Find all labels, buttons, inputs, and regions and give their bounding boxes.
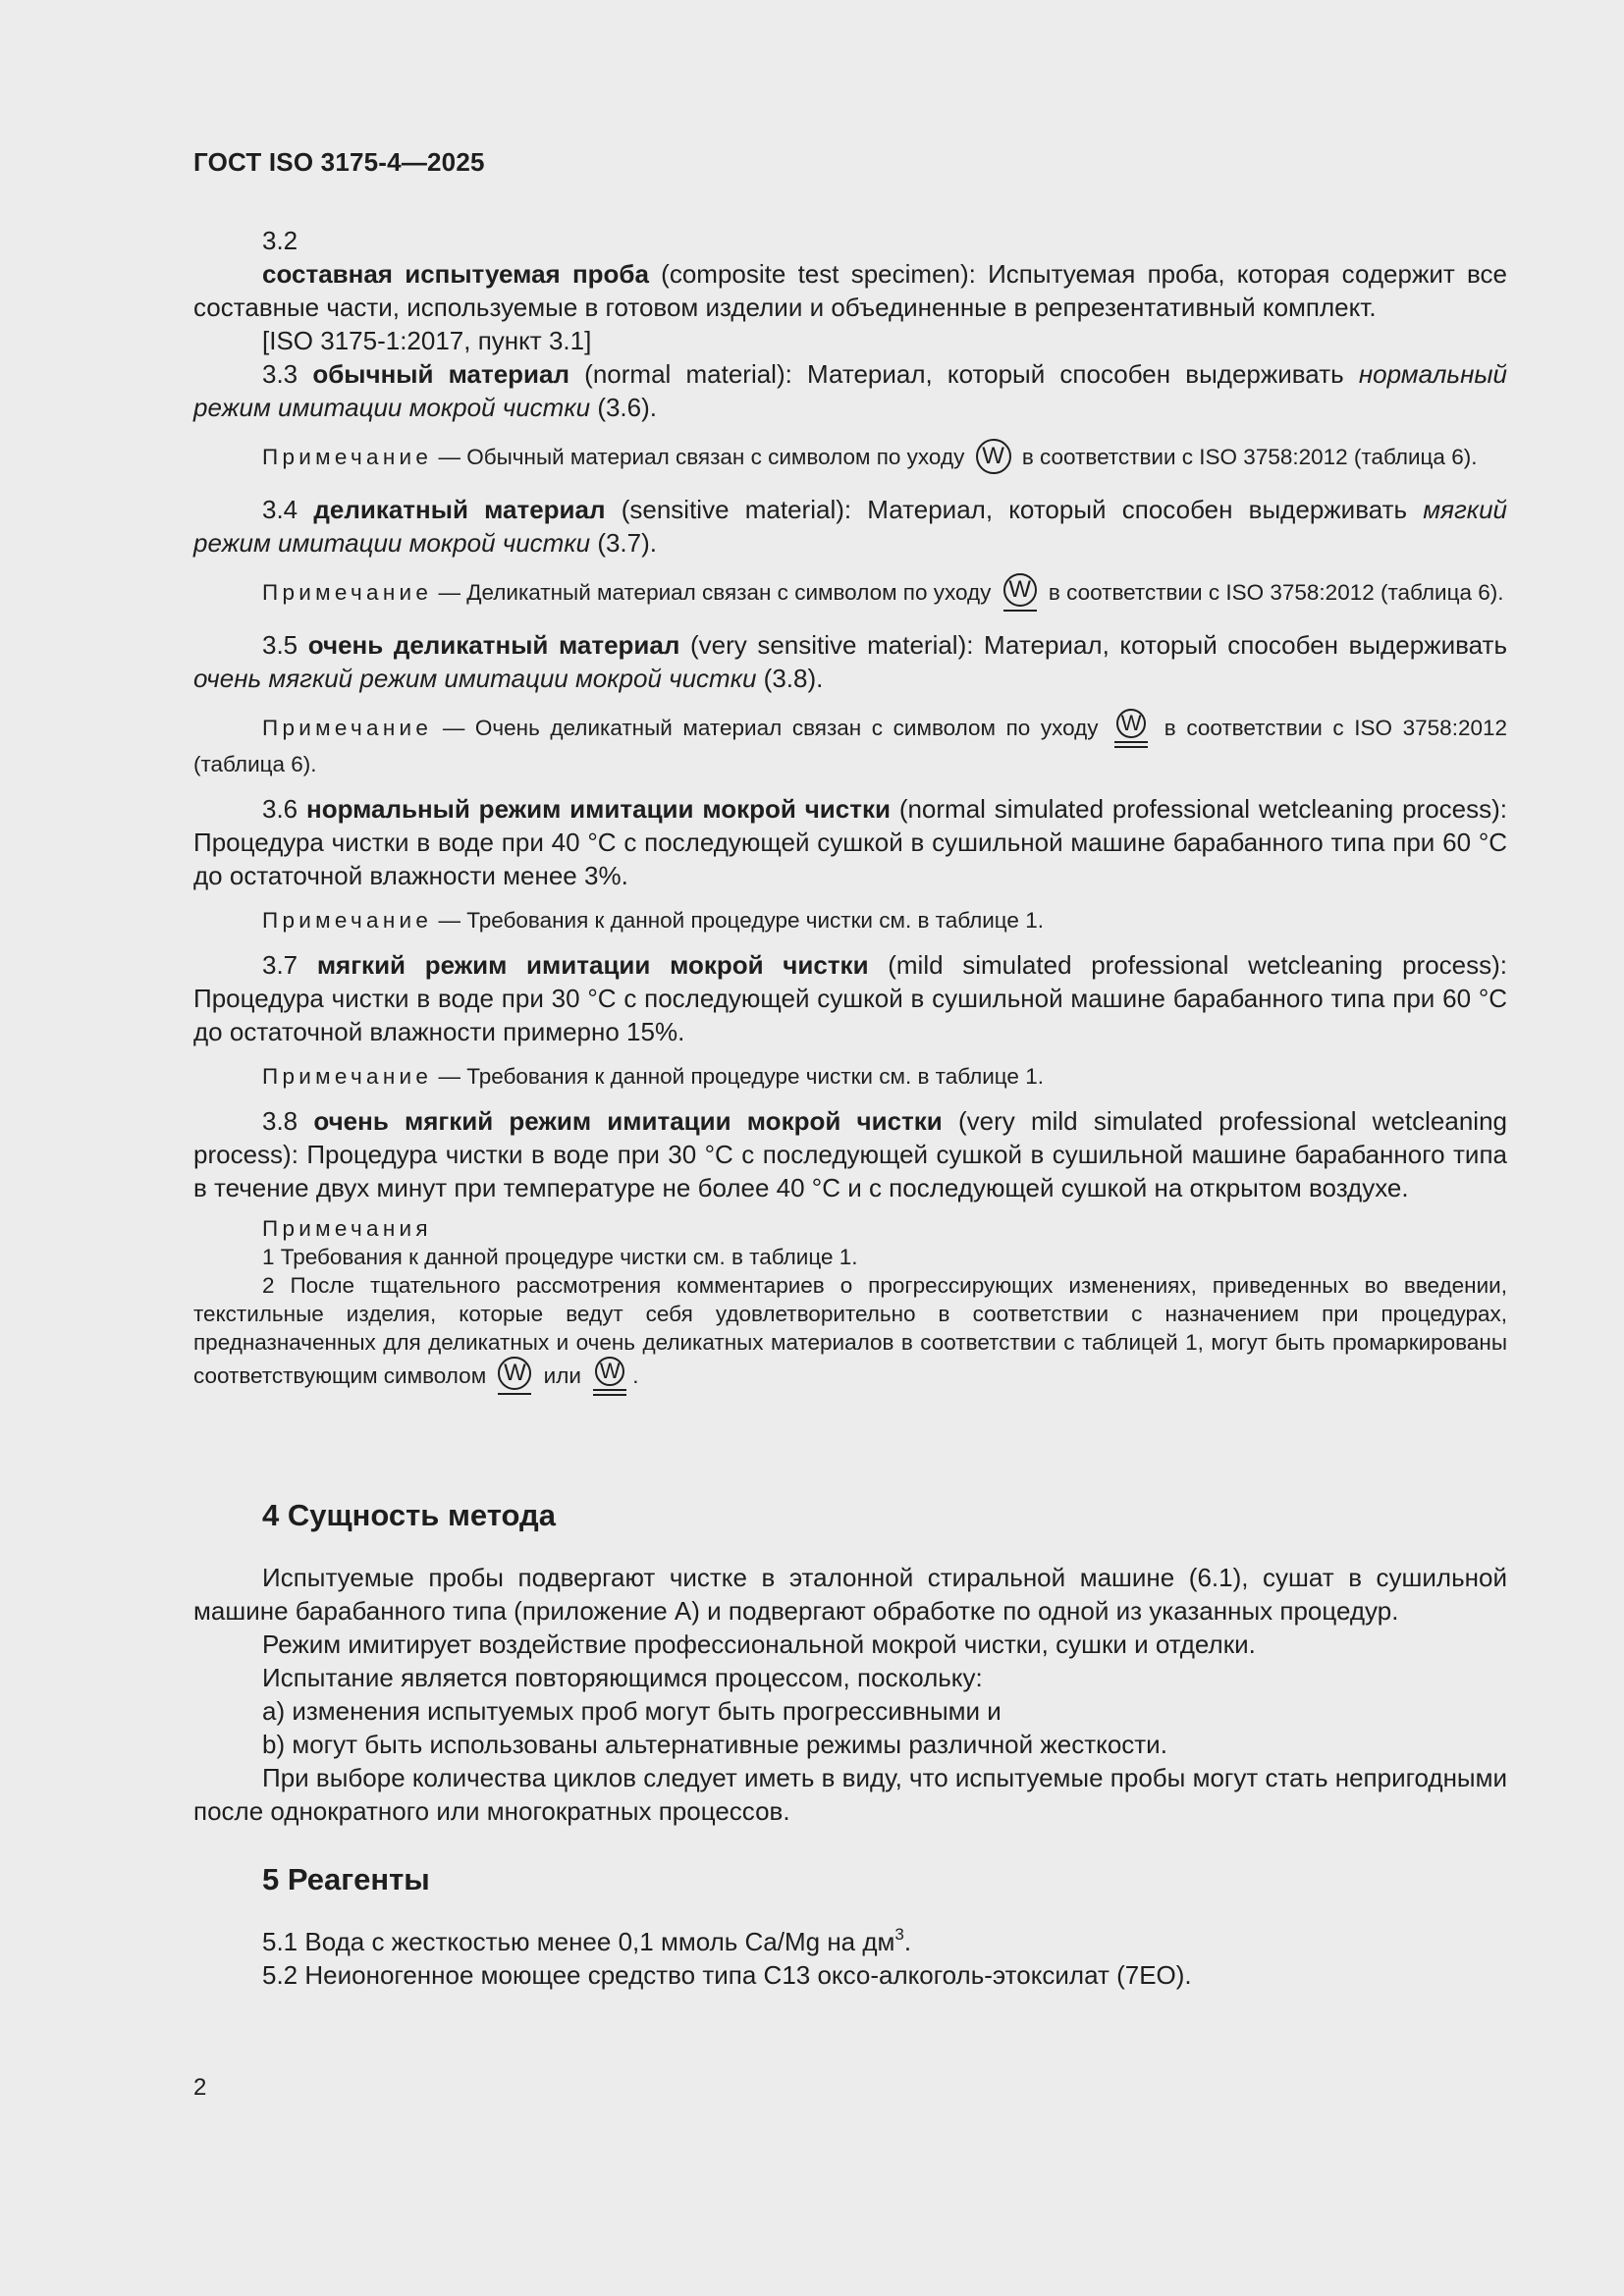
term-3-4	[193, 493, 1507, 560]
term-3-4-term: деликатный материал	[313, 495, 606, 524]
care-symbol-w-circle-single-bar-icon	[494, 1357, 535, 1398]
section-5	[193, 1862, 1507, 1992]
term-3-3-definition: (normal material): Материал, который способен выдерживать	[569, 359, 1359, 389]
term-3-2-definition: (composite test specimen): Испытуемая проба, которая содержит все составные части, используемые в готовом изделии и объединенные в репрезентативный комплект.	[193, 259, 1507, 322]
section-4-list-item-a: a) изменения испытуемых проб могут быть прогрессивными и	[262, 1696, 1001, 1726]
note-3-3	[193, 438, 1507, 479]
section-4-heading: 4 Сущность метода	[262, 1498, 556, 1532]
term-3-3	[193, 357, 1507, 424]
care-symbol-w-circle-single-bar-icon	[1000, 573, 1041, 614]
note-text: — Обычный материал связан с символом по уходу	[432, 444, 971, 469]
note-text-end: .	[632, 1362, 639, 1388]
note-3-5	[193, 709, 1507, 778]
term-3-2-term: составная испытуемая проба	[262, 259, 649, 289]
note-text-end: в соответствии с ISO 3758:2012 (таблица 6).	[1015, 444, 1478, 469]
term-3-8	[193, 1104, 1507, 1204]
care-symbol-w-circle-icon	[973, 438, 1014, 479]
notes-3-8-label	[193, 1214, 1507, 1243]
section-4-paragraph: При выборе количества циклов следует иметь в виду, что испытуемые пробы могут стать непригодными после однократного или многократных процессов.	[193, 1763, 1508, 1826]
section-5-item-1	[193, 1925, 1507, 1958]
term-3-7-number: 3.7	[262, 950, 317, 980]
page-number: 2	[193, 2074, 207, 2101]
care-symbol-letter: W	[1008, 576, 1031, 603]
section-4-paragraph: Испытуемые пробы подвергают чистке в эталонной стиральной машине (6.1), сушат в сушильной машине барабанного типа (приложение А) и подвергают обработке по одной из указанных процедур.	[193, 1563, 1507, 1626]
section-4-paragraph: Испытание является повторяющимся процессом, поскольку:	[262, 1663, 983, 1692]
term-3-4-definition: (sensitive material): Материал, который способен выдерживать	[605, 495, 1424, 524]
term-3-3-number: 3.3	[262, 359, 313, 389]
section-4-paragraph: Режим имитирует воздействие профессиональной мокрой чистки, сушки и отделки.	[262, 1629, 1256, 1659]
section-5-heading: 5 Реагенты	[262, 1862, 430, 1896]
note-text-end: в соответствии с ISO 3758:2012 (таблица 6).	[193, 715, 1507, 776]
term-3-6	[193, 792, 1507, 892]
term-3-8-number: 3.8	[262, 1106, 314, 1136]
term-3-2-number: 3.2	[262, 226, 298, 255]
term-3-7	[193, 948, 1507, 1048]
term-3-3-ref: (3.6).	[590, 393, 658, 422]
note-label: Примечание	[262, 908, 433, 933]
term-3-3-term: обычный материал	[312, 359, 570, 389]
note-label: Примечание	[262, 1064, 433, 1089]
care-symbol-letter: W	[504, 1360, 526, 1386]
note-text: — Деликатный материал связан с символом по уходу	[432, 579, 998, 605]
note-3-4	[193, 573, 1507, 614]
term-3-3-italic: нормальный режим имитации мокрой чистки	[193, 359, 1507, 422]
note-3-8-2	[193, 1271, 1507, 1398]
term-3-5-ref: (3.8).	[756, 664, 824, 693]
term-3-5-number: 3.5	[262, 630, 308, 660]
term-3-7-term: мягкий режим имитации мокрой чистки	[316, 950, 869, 980]
term-3-4-number: 3.4	[262, 495, 314, 524]
term-3-5-definition: (very sensitive material): Материал, который способен выдерживать	[679, 630, 1507, 660]
note-text-or: или	[537, 1362, 588, 1388]
term-3-6-definition: (normal simulated professional wetcleaning process): Процедура чистки в воде при 40 °С с последующей сушкой в сушильной машине барабанного типа при 60 °С до остаточной влажности менее 3%.	[193, 794, 1507, 890]
term-3-5-term: очень деликатный материал	[307, 630, 680, 660]
term-3-2	[193, 257, 1507, 324]
term-3-5	[193, 628, 1507, 695]
item-text-end: .	[903, 1927, 912, 1956]
document-header: ГОСТ ISO 3175-4—2025	[193, 147, 485, 177]
note-label: Примечание	[262, 579, 433, 605]
note-text: — Очень деликатный материал связан с символом по уходу	[432, 715, 1110, 740]
note-text: — Требования к данной процедуре чистки см. в таблице 1.	[432, 908, 1044, 933]
term-3-6-term: нормальный режим имитации мокрой чистки	[305, 794, 891, 824]
section-4	[193, 1498, 1507, 1828]
section-4-list-item-b: b) могут быть использованы альтернативные режимы различной жесткости.	[262, 1730, 1167, 1759]
note-3-8-1: 1 Требования к данной процедуре чистки см. в таблице 1.	[262, 1245, 858, 1269]
term-3-2-reference: [ISO 3175-1:2017, пункт 3.1]	[262, 326, 592, 355]
note-label: Примечание	[262, 444, 433, 469]
care-symbol-letter: W	[599, 1359, 621, 1383]
term-3-8-definition: (very mild simulated professional wetcleaning process): Процедура чистки в воде при 30 °С с последующей сушкой в сушильной машине барабанного типа в течение двух минут при температуре не более 40 °С и с последующей сушкой на открытом воздухе.	[193, 1106, 1507, 1202]
note-text: 2 После тщательного рассмотрения комментариев о прогрессирующих изменениях, приведенных во введении, текстильные изделия, которые ведут себя удовлетворительно в соответствии с назначением при процедурах, предназначенных для деликатных и очень деликатных материалов в соответствии с таблицей 1, могут быть промаркированы соответствующим символом	[193, 1273, 1507, 1388]
note-text-end: в соответствии с ISO 3758:2012 (таблица 6).	[1042, 579, 1504, 605]
note-3-6	[193, 906, 1507, 934]
care-symbol-w-circle-double-bar-icon	[1110, 709, 1152, 750]
care-symbol-letter: W	[982, 443, 1004, 469]
term-3-8-term: очень мягкий режим имитации мокрой чистки	[313, 1106, 943, 1136]
item-text: 5.1 Вода с жесткостью менее 0,1 ммоль Ca/Mg на дм	[262, 1927, 895, 1956]
superscript: 3	[894, 1925, 904, 1944]
care-symbol-letter: W	[1120, 711, 1142, 735]
terms-block	[193, 224, 1507, 1398]
note-label: Примечание	[262, 715, 433, 740]
term-3-5-italic: очень мягкий режим имитации мокрой чистки	[193, 664, 757, 693]
term-3-4-italic: мягкий режим имитации мокрой чистки	[193, 495, 1507, 558]
term-3-7-definition: (mild simulated professional wetcleaning process): Процедура чистки в воде при 30 °С с последующей сушкой в сушильной машине барабанного типа при 60 °С до остаточной влажности примерно 15%.	[193, 950, 1507, 1046]
notes-label: Примечания	[262, 1216, 432, 1241]
term-3-4-ref: (3.7).	[590, 528, 658, 558]
care-symbol-w-circle-double-bar-icon	[589, 1357, 630, 1398]
section-5-item-2: 5.2 Неионогенное моющее средство типа C13 оксо-алкоголь-этоксилат (7EO).	[262, 1960, 1192, 1990]
note-text: — Требования к данной процедуре чистки см. в таблице 1.	[432, 1064, 1044, 1089]
note-3-7	[193, 1062, 1507, 1091]
term-3-6-number: 3.6	[262, 794, 306, 824]
